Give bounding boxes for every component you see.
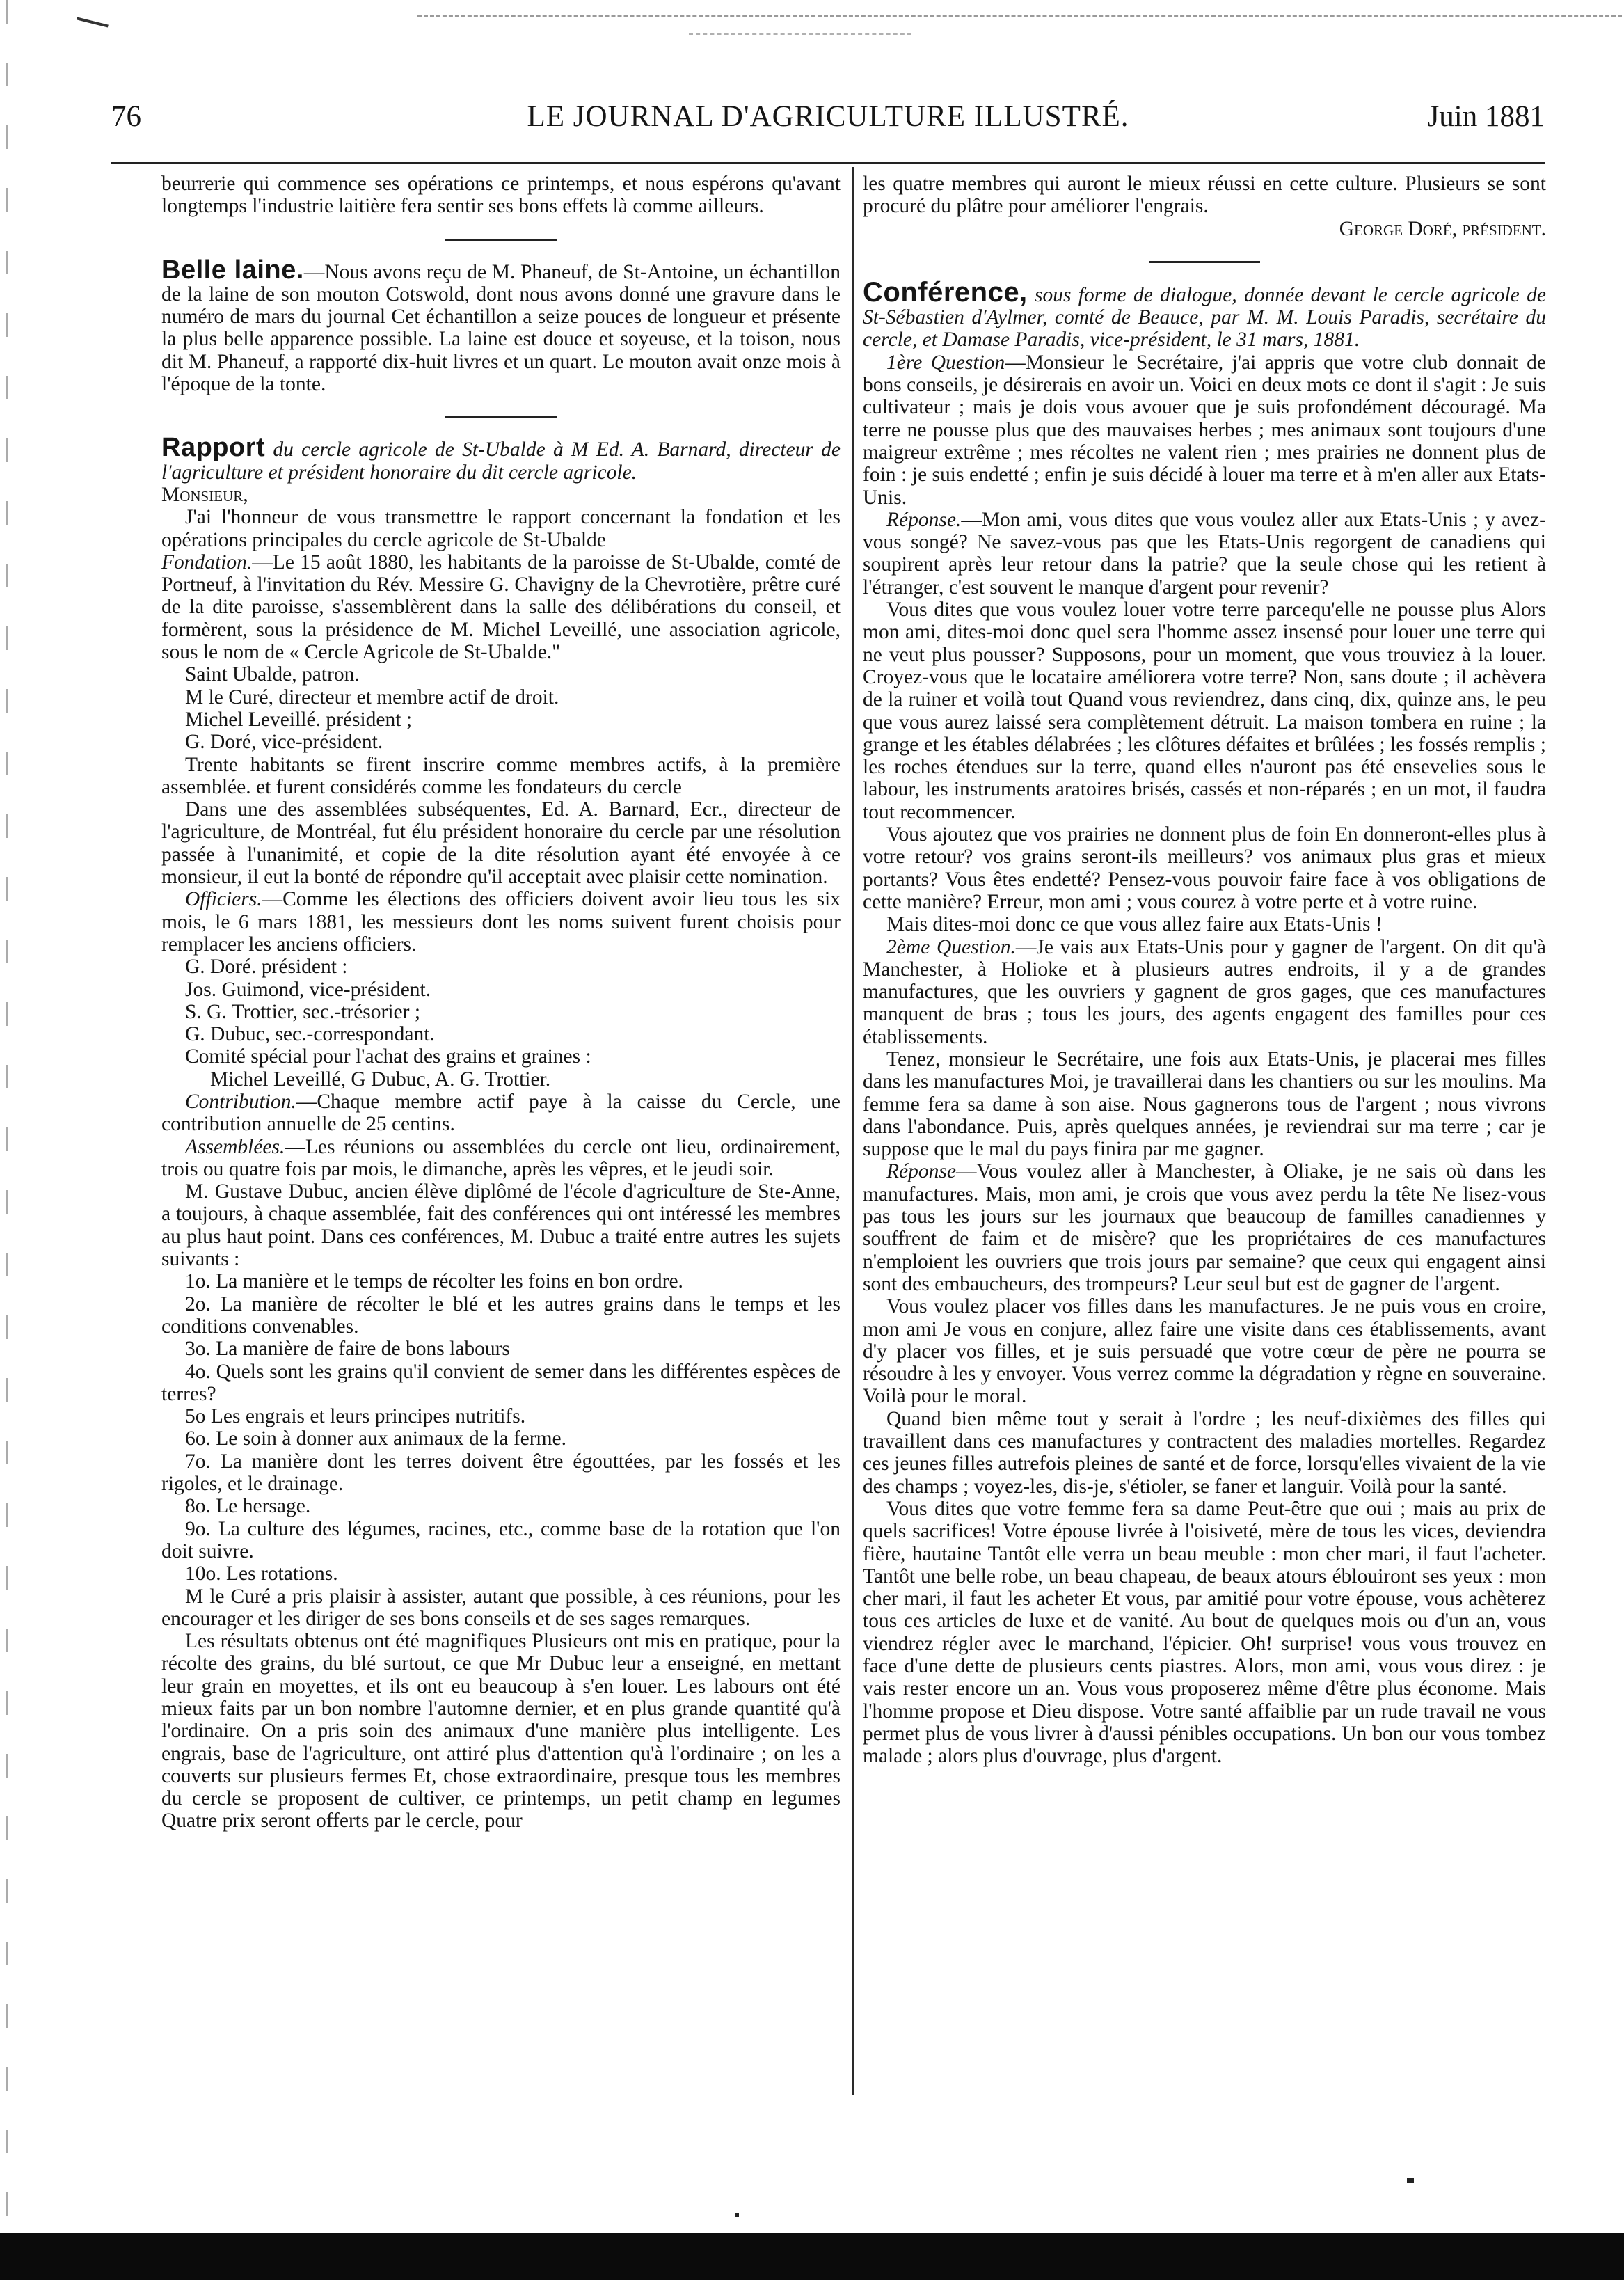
question-2-label: 2ème Question. bbox=[886, 935, 1016, 958]
section-divider bbox=[445, 416, 557, 418]
column-divider bbox=[852, 167, 854, 2095]
mais-paragraph: Mais dites-moi donc ce que vous allez faire aux Etats-Unis ! bbox=[886, 913, 1383, 936]
officer-line: Jos. Guimond, vice-président. bbox=[185, 978, 431, 1001]
fondation-label: Fondation. bbox=[161, 551, 253, 573]
assemblees-text: —Les réunions ou assemblées du cercle ont lieu, ordinairement, trois ou quatre fois par mois, le dimanche, après les vêpres, et le jeudi soir. bbox=[161, 1135, 841, 1180]
question-2-text: —Je vais aux Etats-Unis pour y gagner de l'argent. On dit qu'à Manchester, à Holioke et à plusieurs autres endroits, il y a de grandes manufactures, que les ouvriers y gagnent de gros gages, que ces manufactures manquent de bras ; tous les jours, des agents engagent des familles pour ces établissements. bbox=[863, 935, 1546, 1048]
header-rule bbox=[111, 162, 1545, 164]
founder-line: Michel Leveillé. président ; bbox=[185, 708, 413, 731]
officiers-label: Officiers. bbox=[185, 888, 262, 911]
response-1-text: —Mon ami, vous dites que vous voulez aller aux Etats-Unis ; y avez-vous songé? Ne savez-vous pas que les Etats-Unis regorgent de canadiens qui soupirent après leur retour dans la patrie? que la seule chose qui les retient à l'étranger, c'est souvent le manque d'argent pour revenir? bbox=[863, 508, 1546, 599]
intro-paragraph: beurrerie qui commence ses opérations ce printemps, et nous espérons qu'avant longtemps l'industrie laitière fera sentir ses bons effets là comme ailleurs. bbox=[161, 173, 841, 218]
rapport-heading: Rapport bbox=[161, 433, 266, 463]
dans-paragraph: Dans une des assemblées subséquentes, Ed. A. Barnard, Ecr., directeur de l'agriculture, de Montréal, fut élu président honoraire du cercle par une résolution passée à l'unanimité, et copie de la dite résolution ayant été envoyée à ce monsieur, il eut la bonté de répondre qu'il acceptait avec plaisir cette nomination. bbox=[161, 798, 841, 889]
page-header bbox=[111, 100, 1545, 136]
topic-item: 4o. Quels sont les grains qu'il convient de semer dans les différentes espèces de terres? bbox=[161, 1360, 841, 1405]
topic-item: 5o Les engrais et leurs principes nutritifs. bbox=[185, 1405, 526, 1428]
trente-paragraph: Trente habitants se firent inscrire comme membres actifs, à la première assemblée. et furent considérés comme les fondateurs du cercle bbox=[161, 753, 841, 798]
founder-line: G. Doré, vice-président. bbox=[185, 731, 383, 754]
founder-line: Saint Ubalde, patron. bbox=[185, 663, 360, 686]
rapport-title bbox=[161, 433, 841, 484]
topic-item: 8o. Le hersage. bbox=[185, 1495, 311, 1518]
femme-paragraph: Vous dites que votre femme fera sa dame Peut-être que oui ; mais au prix de quels sacrifices! Votre épouse livrée à l'oisiveté, mère de tous les vices, deviendra fière, hautaine Tantôt elle verra un beau meuble : mon cher mari, il faut l'acheter. Tantôt une belle robe, un beau chapeau, de beaux atours éblouiront ses yeux : mon cher mari, il faut les acheter Et vous, par amitié pour votre épouse, vous achèterez tous ces articles de luxe et de vanité. Au bout de quelques mois ou d'un an, vous viendrez régler avec le marchand, l'épicier. Oh! surprise! vous vous trouvez en face d'une dette de plusieurs cents piastres. Alors, mon ami, vous vous direz : je vais rester encore un an. Vous vous proposerez même d'être plus économe. Mais l'homme propose et Dieu dispose. Votre santé affaiblie par un rude travail ne vous permet plus de vous livrer à d'aussi pénibles occupations. Un bon our vous tombez malade ; alors plus d'ouvrage, plus d'argent. bbox=[863, 1497, 1546, 1768]
officer-line: G. Dubuc, sec.-correspondant. bbox=[185, 1023, 435, 1046]
louer-paragraph: Vous dites que vous voulez louer votre terre parcequ'elle ne pousse plus Alors mon ami, dites-moi donc quel sera l'homme assez insensé pour louer une terre qui ne veut plus pousser? Supposons, pour un moment, que vous trouviez à la louer. Croyez-vous que le locataire améliorera votre terre? Non, sans doute ; il achèvera de la ruiner et voilà tout Quand vous reviendrez, dans cinq, dix, quinze ans, le peu que vous aurez laissé sera complètement détruit. La maison tombera en ruine ; la grange et les étables délabrées ; les clôtures défaites et brûlées ; les fossés remplis ; les roches étendues sur la terre, quand elles n'auront pas été ensevelies sous le labour, les instruments aratoires brisés, cassés et non-réparés ; en un mot, il faudra tout recommencer. bbox=[863, 599, 1546, 823]
assemblees-label: Assemblées. bbox=[185, 1135, 285, 1158]
scan-edge-marks bbox=[6, 0, 8, 2280]
tenez-paragraph: Tenez, monsieur le Secrétaire, une fois aux Etats-Unis, je placerai mes filles dans les manufactures Moi, je travaillerai dans les chantiers ou sur les moulins. Ma femme fera sa dame à son aise. Nous gagnerons tous de l'argent ; nous vivrons dans l'abondance. Puis, après quelques années, je reviendrai sur ma terre ; car je suppose que le mal du pays finira par me gagner. bbox=[863, 1047, 1546, 1161]
scan-top-dashes bbox=[417, 15, 1624, 17]
issue-date: Juin 1881 bbox=[1427, 100, 1545, 133]
belle-laine-heading: Belle laine. bbox=[161, 255, 304, 285]
question-1-text: —Monsieur le Secrétaire, j'ai appris que votre club donnait de bons conseils, je désirerais en avoir un. Voici en deux mots ce dont il s'agit : Je suis cultivateur ; mais je dois vous avouer que je suis profondément découragé. Ma terre ne pousse plus que des mauvaises herbes ; mes animaux sont toujours d'une maigreur extrême ; mes récoltes ne valent rien ; mes prairies ne donnent plus de foin : je suis endetté ; enfin je suis décidé à louer ma terre et à m'en aller aux Etats-Unis. bbox=[863, 351, 1547, 509]
scan-top-dashes-2 bbox=[689, 33, 911, 35]
officer-line: S. G. Trottier, sec.-trésorier ; bbox=[185, 1000, 421, 1023]
response-1 bbox=[863, 509, 1546, 599]
journal-title: LE JOURNAL D'AGRICULTURE ILLUSTRÉ. bbox=[527, 100, 1129, 133]
fondation-text: —Le 15 août 1880, les habitants de la paroisse de St-Ubalde, comté de Portneuf, à l'invitation du Rév. Messire G. Chavigny de la Chevrotière, prêtre curé de la dite paroisse, s'assemblèrent dans la salle des délibérations du conseil, et formèrent, sous la présidence de M. Michel Leveillé, une association agricole, sous le nom de « Cercle Agricole de St-Ubalde." bbox=[161, 551, 841, 664]
scan-corner-mark bbox=[77, 17, 109, 27]
right-column bbox=[863, 173, 1546, 1767]
officiers-text: —Comme les élections des officiers doivent avoir lieu tous les six mois, le 6 mars 1881, les messieurs dont les noms suivent furent choisis pour remplacer les anciens officiers. bbox=[161, 888, 841, 956]
comite-members: Michel Leveillé, G Dubuc, A. G. Trottier. bbox=[210, 1068, 551, 1091]
response-2-label: Réponse bbox=[886, 1160, 956, 1183]
contribution-paragraph bbox=[161, 1091, 841, 1136]
page-number: 76 bbox=[111, 100, 141, 133]
left-column bbox=[161, 173, 841, 1832]
rapport-salutation: Monsieur, bbox=[161, 483, 248, 506]
continued-paragraph: les quatre membres qui auront le mieux réussi en cette culture. Plusieurs se sont procuré du plâtre pour améliorer l'engrais. bbox=[863, 173, 1546, 218]
belle-laine-article bbox=[161, 255, 841, 396]
response-2 bbox=[863, 1160, 1546, 1295]
question-2 bbox=[863, 936, 1546, 1048]
topic-item: 10o. Les rotations. bbox=[185, 1562, 338, 1585]
response-2-text: —Vous voulez aller à Manchester, à Oliake, je ne sais où dans les manufactures. Mais, mon ami, je crois que vous avez perdu la tête Ne lisez-vous pas tous les jours sur les journaux que beaucoup de familles canadiennes y souffrent de faim et de misère? que les propriétaires de ces manufactures n'emploient les ouvriers que trois jours par semaine? que ceux qui engagent ainsi sont des embaucheurs, des trompeurs? Leur seul but est de gagner de l'argent. bbox=[863, 1160, 1546, 1295]
conference-title bbox=[863, 276, 1546, 351]
topic-item: 2o. La manière de récolter le blé et les autres grains dans le temps et les conditions convenables. bbox=[161, 1292, 841, 1338]
contribution-text: —Chaque membre actif paye à la caisse du Cercle, une contribution annuelle de 25 centins. bbox=[161, 1090, 841, 1136]
topic-item: 6o. Le soin à donner aux animaux de la ferme. bbox=[185, 1427, 567, 1450]
scan-speck bbox=[1407, 2178, 1414, 2183]
scan-speck bbox=[735, 2213, 739, 2217]
scan-bottom-band bbox=[0, 2233, 1624, 2280]
section-divider bbox=[445, 239, 557, 241]
topic-item: 7o. La manière dont les terres doivent être égouttées, par les fossés et les rigoles, et le drainage. bbox=[161, 1450, 841, 1496]
officiers-paragraph bbox=[161, 888, 841, 956]
resultats-paragraph: Les résultats obtenus ont été magnifiques Plusieurs ont mis en pratique, pour la récolte des grains, du blé surtout, ce que Mr Dubuc leur a enseigné, en mettant leur grain en moyettes, et ils ont eu beaucoup à s'en louer. Les labours ont été mieux faits par un bon nombre l'automne dernier, et en plus grande quantité qu'à l'ordinaire. On a pris soin des animaux d'une manière plus intelligente. Les engrais, base de l'agriculture, ont attiré plus d'attention qu'à l'ordinaire ; on les a couverts sur plusieurs fermes Et, chose extraordinaire, presque tous les membres du cercle se proposent de cultiver, ce printemps, un petit champ en legumes Quatre prix seront offerts par le cercle, pour bbox=[161, 1630, 841, 1832]
officer-line: G. Doré. président : bbox=[185, 956, 348, 979]
placer-paragraph: Vous voulez placer vos filles dans les manufactures. Je ne puis vous en croire, mon ami Je vous en conjure, allez faire une visite dans ces établissements, avant d'y placer vos filles, et je suis persuadé que votre cœur de père ne pourra se résoudre à les y envoyer. Vous verrez comme la dégradation y règne en souveraine. Voilà pour le moral. bbox=[863, 1295, 1546, 1408]
response-1-label: Réponse. bbox=[886, 508, 962, 531]
conference-heading: Conférence, bbox=[863, 276, 1028, 308]
assemblees-paragraph bbox=[161, 1136, 841, 1181]
conference-subheading: sous forme de dialogue, donnée devant le cercle agricole de St-Sébastien d'Aylmer, comté de Beauce, par M. M. Louis Paradis, secrétaire du cercle, et Damase Paradis, vice-président, le 31 mars, 1881. bbox=[863, 283, 1546, 351]
signature: George Doré, président. bbox=[1339, 217, 1546, 240]
prairies-paragraph: Vous ajoutez que vos prairies ne donnent plus de foin En donneront-elles plus à votre retour? vos grains seront-ils meilleurs? vos animaux plus gras et mieux portants? Vous êtes endetté? Pensez-vous pouvoir faire face à vos obligations de cette manière? Erreur, mon ami ; vous courez à votre perte et à votre ruine. bbox=[863, 823, 1546, 913]
founder-line: M le Curé, directeur et membre actif de droit. bbox=[185, 686, 559, 708]
topic-item: 3o. La manière de faire de bons labours bbox=[185, 1338, 510, 1361]
section-divider bbox=[1149, 261, 1260, 263]
comite-line: Comité spécial pour l'achat des grains et graines : bbox=[185, 1045, 591, 1068]
fondation-paragraph bbox=[161, 551, 841, 663]
topic-item: 1o. La manière et le temps de récolter les foins en bon ordre. bbox=[185, 1270, 683, 1293]
rapport-paragraph: J'ai l'honneur de vous transmettre le rapport concernant la fondation et les opérations principales du cercle agricole de St-Ubalde bbox=[161, 506, 841, 551]
question-1-label: 1ère Question bbox=[886, 351, 1005, 374]
question-1 bbox=[863, 351, 1546, 509]
topic-item: 9o. La culture des légumes, racines, etc., comme base de la rotation que l'on doit suivre. bbox=[161, 1517, 841, 1562]
contribution-label: Contribution. bbox=[185, 1090, 296, 1113]
dubuc-paragraph: M. Gustave Dubuc, ancien élève diplômé de l'école d'agriculture de Ste-Anne, a toujours, à chaque assemblée, fait des conférences qui ont intéressé les membres au plus haut point. Dans ces conférences, M. Dubuc a traité entre autres les sujets suivants : bbox=[161, 1180, 841, 1271]
rapport-subheading: du cercle agricole de St-Ubalde à M Ed. A. Barnard, directeur de l'agriculture et président honoraire du dit cercle agricole. bbox=[161, 438, 841, 484]
belle-laine-text: —Nous avons reçu de M. Phaneuf, de St-Antoine, un échantillon de la laine de son mouton Cotswold, dont nous avons donné une gravure dans le numéro de mars du journal Cet échantillon a seize pouces de longueur et présente la plus belle apparence possible. La laine est douce et soyeuse, et la toison, nous dit M. Phaneuf, a rapporté dix-huit livres et un quart. Le mouton avait onze mois à l'époque de la tonte. bbox=[161, 260, 841, 396]
quand-paragraph: Quand bien même tout y serait à l'ordre ; les neuf-dixièmes des filles qui travaillent dans ces manufactures y contractent des maladies mortelles. Regardez ces jeunes filles autrefois pleines de santé et de force, lorsqu'elles vivaient de la vie des champs ; voyez-les, dis-je, s'étioler, se faner et languir. Voilà pour la santé. bbox=[863, 1407, 1546, 1498]
cure-paragraph: M le Curé a pris plaisir à assister, autant que possible, à ces réunions, pour les encourager et les diriger de ses bons conseils et de ses sages remarques. bbox=[161, 1585, 841, 1630]
